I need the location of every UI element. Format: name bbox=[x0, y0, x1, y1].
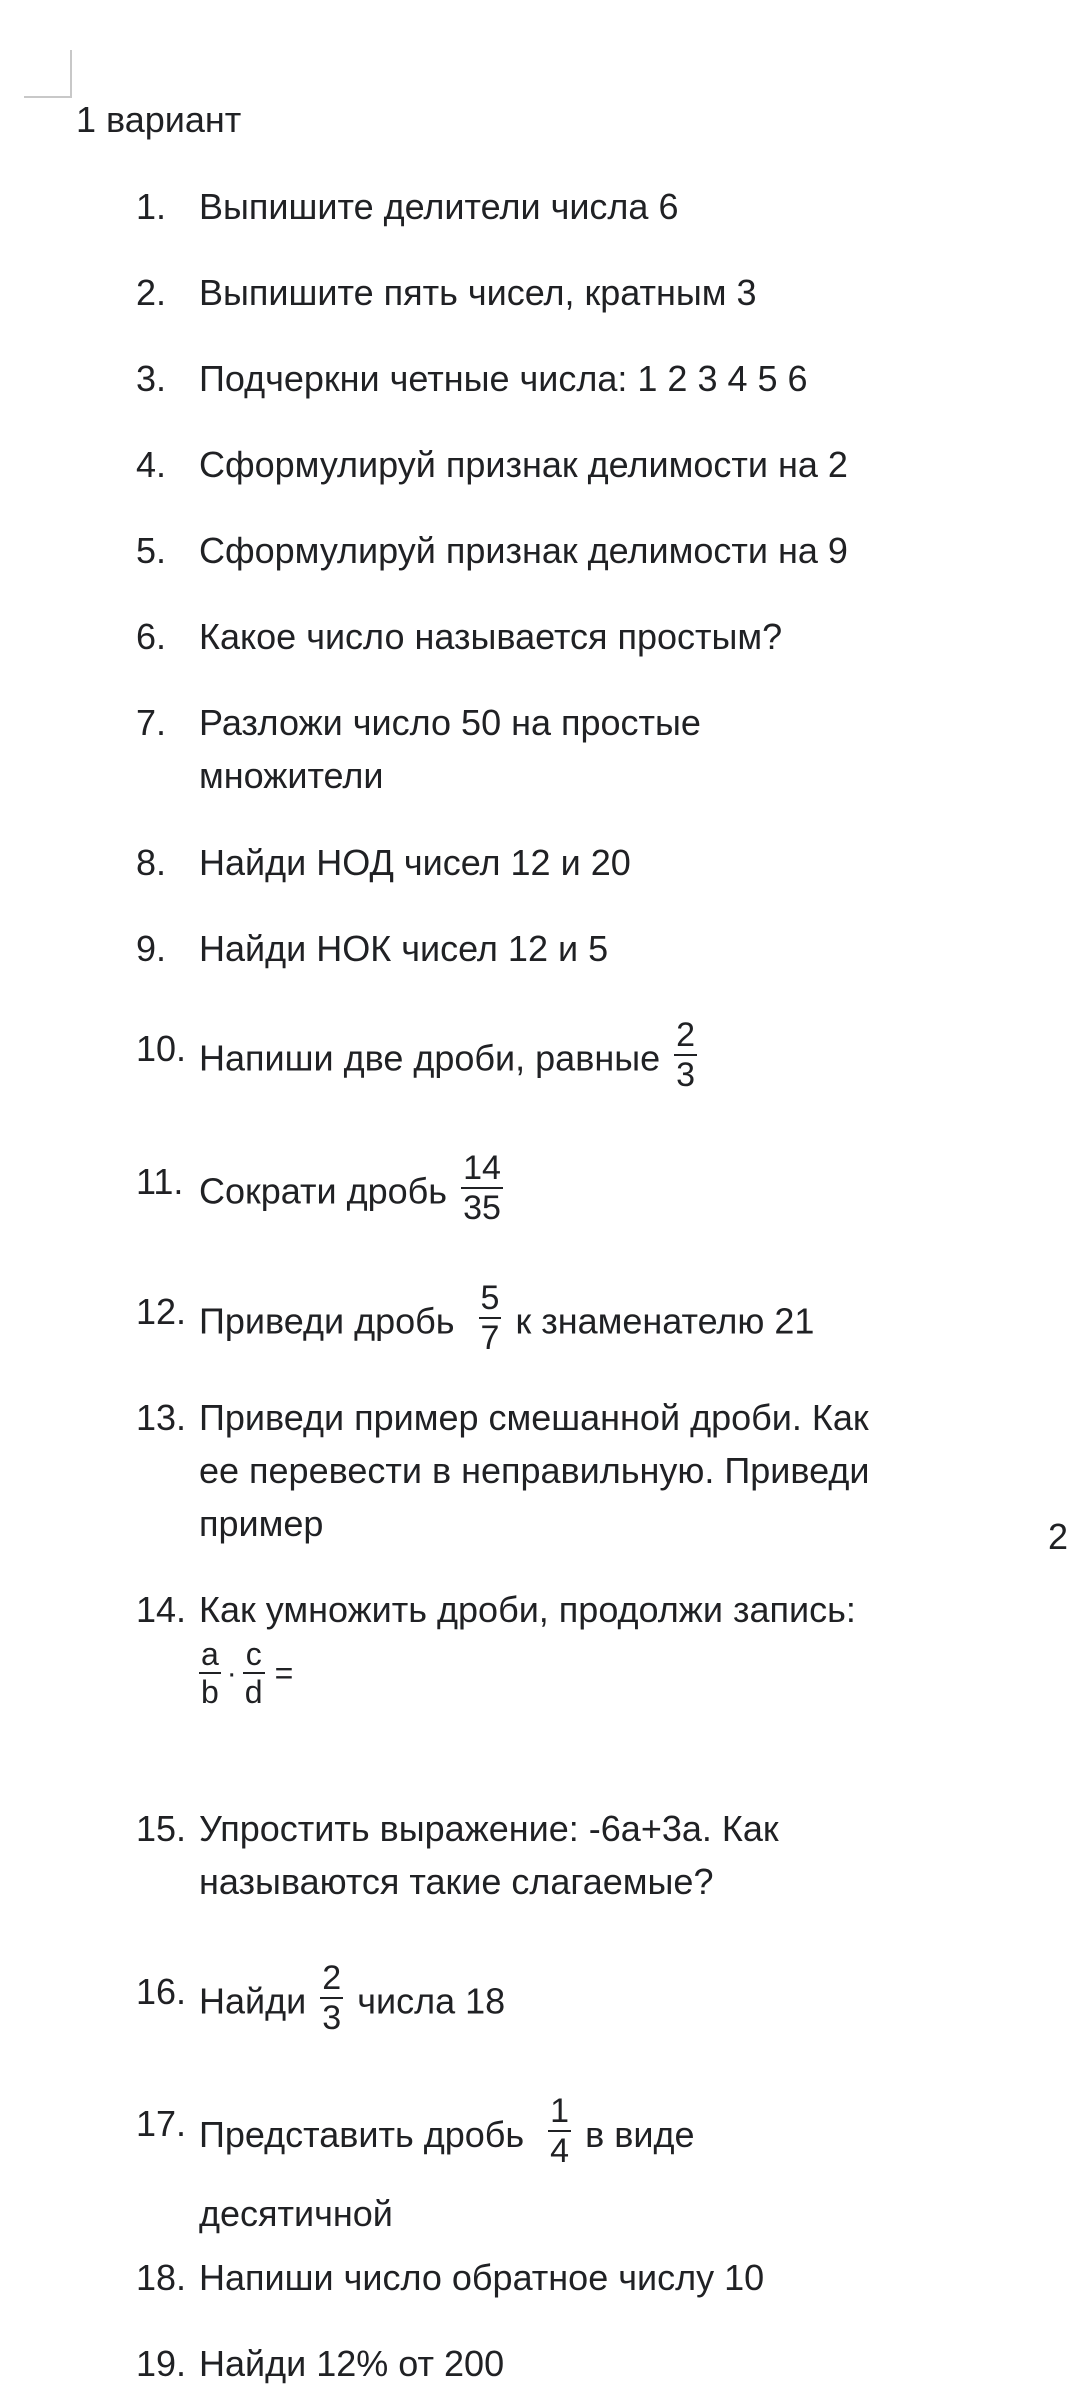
task-number: 13. bbox=[136, 1397, 187, 1438]
fraction-numerator: c bbox=[243, 1636, 265, 1674]
page-number: 2 bbox=[1048, 1516, 1069, 1557]
task-text-part: числа 18 bbox=[357, 1980, 506, 2022]
fraction-c-d bbox=[243, 1636, 265, 1710]
task-number: 8. bbox=[136, 842, 167, 883]
task-text-line: называются такие слагаемые? bbox=[199, 1861, 714, 1902]
task-text-part: в виде bbox=[585, 2114, 695, 2155]
fraction-denominator: 3 bbox=[676, 1056, 696, 1094]
fraction-numerator: 5 bbox=[480, 1279, 500, 1317]
fraction-a-b bbox=[199, 1636, 221, 1710]
fraction-numerator: 1 bbox=[550, 2092, 570, 2131]
task-text-part: Найди bbox=[199, 1980, 307, 2022]
task-text-part: Сократи дробь bbox=[199, 1170, 448, 1212]
task-number: 3. bbox=[136, 358, 167, 399]
task-number: 1. bbox=[136, 186, 167, 227]
task-number: 16. bbox=[136, 1971, 187, 2012]
task-text-line: Как умножить дроби, продолжи запись: bbox=[199, 1589, 856, 1630]
task-text: Найди НОД чисел 12 и 20 bbox=[199, 842, 631, 883]
task-number: 11. bbox=[136, 1161, 184, 1202]
task-text: Сформулируй признак делимости на 9 bbox=[199, 530, 848, 571]
task-number: 19. bbox=[136, 2343, 187, 2384]
task-text bbox=[199, 1016, 939, 1100]
fraction bbox=[461, 1149, 503, 1227]
task-text-line: пример bbox=[199, 1503, 324, 1544]
task-text bbox=[199, 1149, 939, 1233]
fraction-numerator: a bbox=[201, 1636, 219, 1672]
task-text bbox=[199, 2092, 939, 2252]
task-text bbox=[199, 696, 939, 802]
task-number: 2. bbox=[136, 272, 167, 313]
task-text-line: Упростить выражение: -6а+3а. Как bbox=[199, 1808, 779, 1849]
task-text bbox=[199, 1583, 939, 1710]
task-text bbox=[199, 1959, 939, 2043]
task-text: Сформулируй признак делимости на 2 bbox=[199, 444, 848, 485]
task-text bbox=[199, 1279, 939, 1363]
task-text-part: Приведи дробь bbox=[199, 1300, 455, 1342]
task-text-line: Приведи пример смешанной дроби. Как bbox=[199, 1397, 869, 1438]
fraction-numerator: 14 bbox=[463, 1149, 501, 1187]
task-text bbox=[199, 1391, 939, 1550]
task-number: 10. bbox=[136, 1028, 187, 1069]
fraction-numerator: 2 bbox=[322, 1959, 342, 1997]
task-text-part: Представить дробь bbox=[199, 2114, 525, 2155]
task-text: Найди НОК чисел 12 и 5 bbox=[199, 928, 609, 969]
task-number: 4. bbox=[136, 444, 167, 485]
task-text-line: Разложи число 50 на простые bbox=[199, 702, 701, 743]
task-text: Напиши число обратное числу 10 bbox=[199, 2257, 765, 2298]
task-text-line: ее перевести в неправильную. Приведи bbox=[199, 1450, 870, 1491]
task-number: 9. bbox=[136, 928, 167, 969]
fraction-denominator: 3 bbox=[322, 1999, 342, 2037]
task-text-part: Напиши две дроби, равные bbox=[199, 1037, 661, 1079]
fraction-denominator: 4 bbox=[550, 2132, 570, 2171]
fraction-denominator: 35 bbox=[463, 1189, 501, 1227]
task-number: 5. bbox=[136, 530, 167, 571]
task-number: 7. bbox=[136, 702, 167, 743]
fraction bbox=[548, 2092, 571, 2170]
variant-title: 1 вариант bbox=[76, 99, 242, 140]
equals-sign: = bbox=[274, 1654, 294, 1691]
task-number: 12. bbox=[136, 1291, 187, 1332]
multiply-dot: · bbox=[226, 1656, 237, 1690]
task-text-line: множители bbox=[199, 755, 384, 796]
task-number: 6. bbox=[136, 616, 167, 657]
task-text-part: к знаменателю 21 bbox=[515, 1300, 815, 1342]
task-text: Выпишите делители числа 6 bbox=[199, 186, 679, 227]
task-text: Выпишите пять чисел, кратным 3 bbox=[199, 272, 757, 313]
fraction bbox=[674, 1016, 697, 1094]
task-number: 14. bbox=[136, 1589, 187, 1630]
task-text bbox=[199, 1802, 939, 1908]
task-text: Какое число называется простым? bbox=[199, 616, 783, 657]
task-number: 17. bbox=[136, 2103, 187, 2144]
fraction-denominator: d bbox=[244, 1674, 263, 1710]
task-number: 18. bbox=[136, 2257, 187, 2298]
fraction-denominator: b bbox=[201, 1674, 219, 1710]
fraction bbox=[479, 1279, 502, 1357]
task-text: Подчеркни четные числа: 1 2 3 4 5 6 bbox=[199, 358, 808, 399]
task-number: 15. bbox=[136, 1808, 187, 1849]
fraction bbox=[320, 1959, 343, 2037]
fraction-numerator: 2 bbox=[676, 1016, 696, 1054]
task-text: Найди 12% от 200 bbox=[199, 2343, 505, 2384]
task-text-line: десятичной bbox=[199, 2193, 393, 2235]
fraction-denominator: 7 bbox=[480, 1319, 500, 1357]
